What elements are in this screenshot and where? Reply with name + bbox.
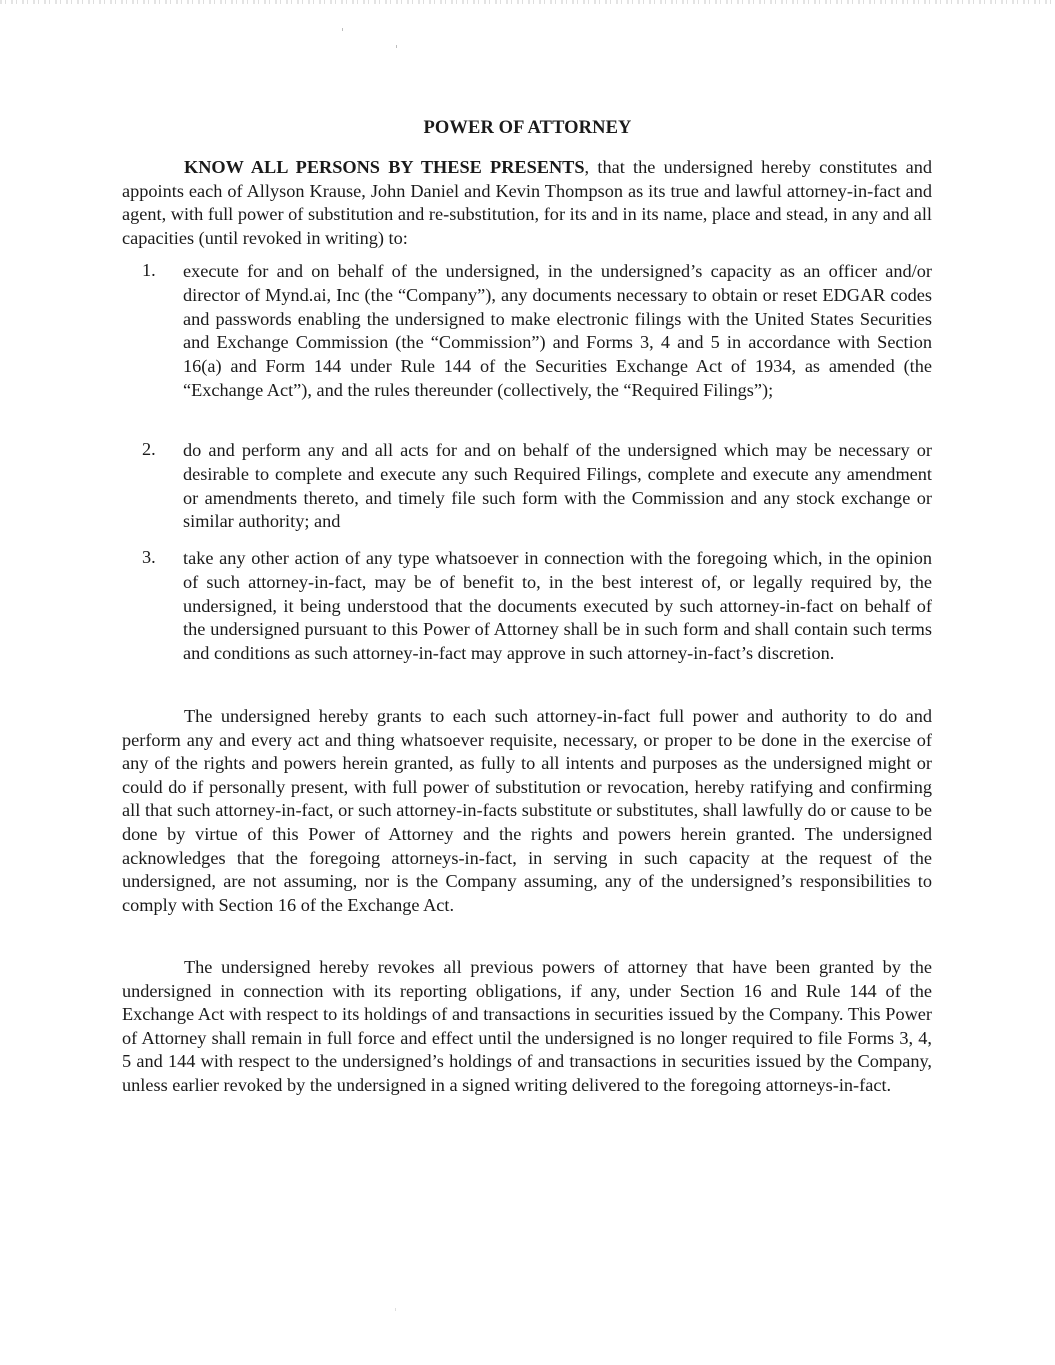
list-number: 2. — [142, 439, 156, 459]
list-item-text: take any other action of any type whatsoever in connection with the foregoing which, in the opinion of such attorney-in-fact, may be of benefit to, in the best interest of, or legally required by, the undersigned, it being understood that the documents executed by such attorney-in-fact on behalf of the undersigned pursuant to this Power of Attorney shall be in such form and shall contain such terms and conditions as such attorney-in-fact may approve in such attorney-in-fact’s discretion. — [183, 548, 932, 664]
revocation-paragraph-text: The undersigned hereby revokes all previous powers of attorney that have been granted by the undersigned in connection with its reporting obligations, if any, under Section 16 and Rule 144 of the Exchange Act with respect to its holdings of and transactions in securities issued by the Company. This Power of Attorney shall remain in full force and effect until the undersigned is no longer required to file Forms 3, 4, 5 and 144 with respect to the undersigned’s holdings of and transactions in securities issued by the Company, unless earlier revoked by the undersigned in a signed writing delivered to the foregoing attorneys-in-fact. — [122, 957, 932, 1095]
document-title: POWER OF ATTORNEY — [423, 118, 632, 138]
intro-text: , that the undersigned hereby constitutes and appoints each of Allyson Krause, John Daniel and Kevin Thompson as its true and lawful attorney-in-fact and agent, with full power of substitution and re-substitution, for its and in its name, place and stead, in any and all capacities (until revoked in writing) to: — [122, 157, 932, 248]
scan-speck — [395, 1308, 396, 1311]
list-number: 3. — [142, 547, 156, 567]
revocation-paragraph — [122, 956, 932, 1098]
scan-speck — [396, 45, 397, 48]
intro-paragraph — [122, 156, 932, 250]
list-item-text: execute for and on behalf of the undersigned, in the undersigned’s capacity as an officer and/or director of Mynd.ai, Inc (the “Company”), any documents necessary to obtain or reset EDGAR codes and passwords enabling the undersigned to make electronic filings with the United States Securities and Exchange Commission (the “Commission”) and Forms 3, 4 and 5 in accordance with Section 16(a) and Form 144 under Rule 144 of the Securities Exchange Act of 1934, as amended (the “Exchange Act”), and the rules thereunder (collectively, the “Required Filings”); — [183, 261, 932, 400]
list-number: 1. — [142, 260, 156, 280]
intro-lead: KNOW ALL PERSONS BY THESE PRESENTS — [184, 157, 585, 177]
scan-artifact-strip — [0, 0, 1055, 4]
scan-speck — [342, 28, 343, 31]
grant-paragraph-text: The undersigned hereby grants to each such attorney-in-fact full power and authority to do and perform any and every act and thing whatsoever requisite, necessary, or proper to be done in the exercise of any of the rights and powers herein granted, as fully to all intents and purposes as the undersigned might or could do if personally present, with full power of substitution or revocation, hereby ratifying and confirming all that such attorney-in-fact, or such attorney-in-facts substitute or substitutes, shall lawfully do or cause to be done by virtue of this Power of Attorney and the rights and powers herein granted. The undersigned acknowledges that the foregoing attorneys-in-fact, in serving in such capacity at the request of the undersigned, are not assuming, nor is the Company assuming, any of the undersigned’s responsibilities to comply with Section 16 of the Exchange Act. — [122, 706, 932, 915]
list-item-text: do and perform any and all acts for and on behalf of the undersigned which may be necessary or desirable to complete and execute any such Required Filings, complete and execute any amendment or amendments thereto, and timely file such form with the Commission and any stock exchange or similar authority; and — [183, 440, 932, 532]
grant-paragraph — [122, 705, 932, 917]
